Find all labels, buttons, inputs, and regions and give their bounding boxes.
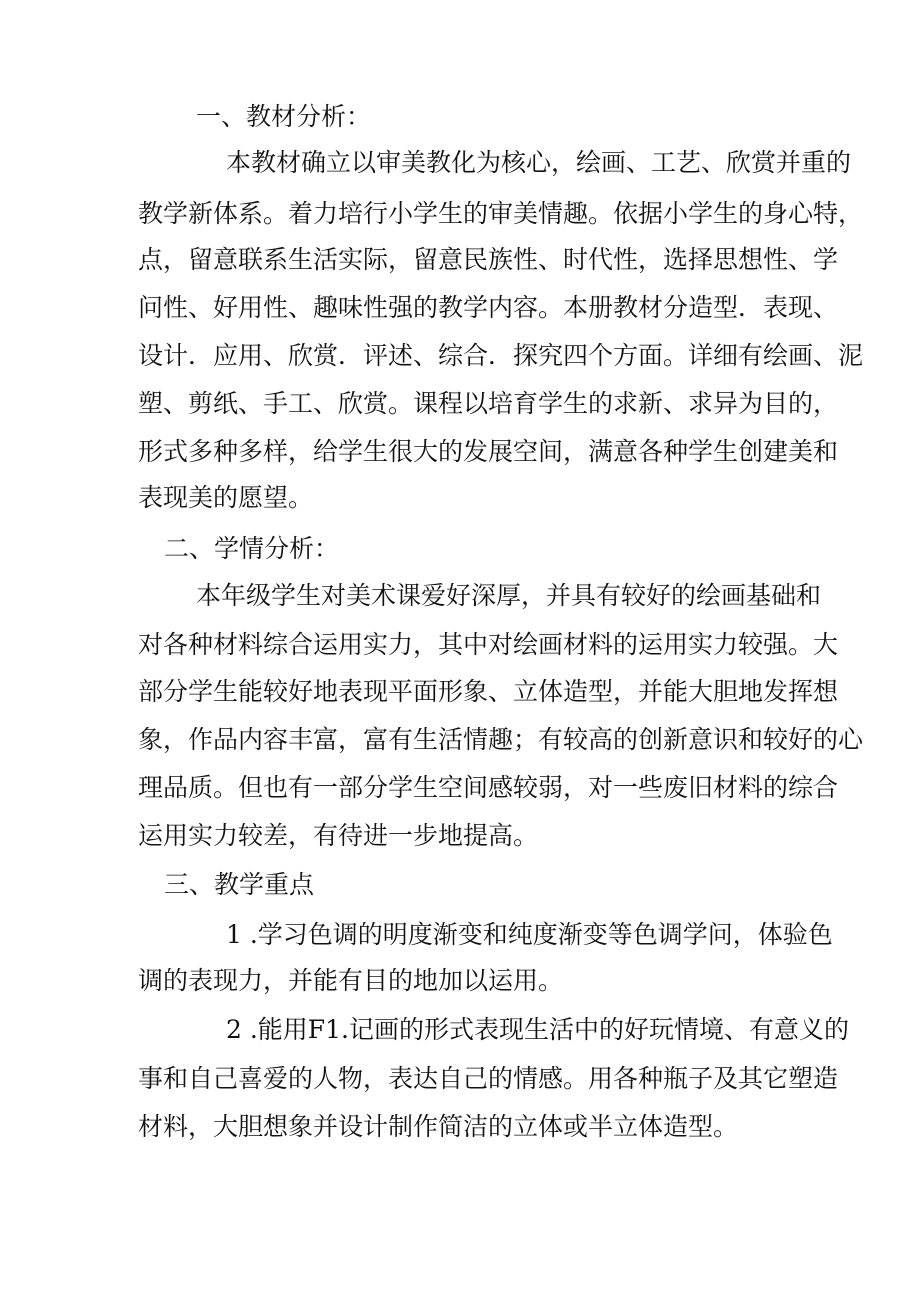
section-heading-learning-analysis: 二、学情分析： <box>164 534 340 563</box>
paragraph-line: 1 .学习色调的明度渐变和纯度渐变等色调学问，体验色 <box>226 920 833 949</box>
paragraph-line: 运用实力较差，有待进一步地提高。 <box>138 821 539 850</box>
paragraph-line: 设计．应用、欣赏．评述、综合．探究四个方面。详细有绘画、泥 <box>138 341 864 370</box>
paragraph-line: 调的表现力，并能有目的地加以运用。 <box>138 966 564 995</box>
paragraph-line: 表现美的愿望。 <box>138 483 314 512</box>
paragraph-line: 教学新体系。着力培行小学生的审美情趣。依据小学生的身心特， <box>138 199 864 228</box>
paragraph-line: 问性、好用性、趣味性强的教学内容。本册教材分造型．表现、 <box>138 293 839 322</box>
paragraph-line: 塑、剪纸、手工、欣赏。课程以培育学生的求新、求异为目的， <box>138 389 839 418</box>
paragraph-line: 象，作品内容丰富，富有生活情趣；有较高的创新意识和较好的心 <box>138 725 864 754</box>
paragraph-line: 本教材确立以审美教化为核心，绘画、工艺、欣赏并重的 <box>226 148 852 177</box>
paragraph-line: 部分学生能较好地表现平面形象、立体造型，并能大胆地发挥想 <box>138 677 839 706</box>
paragraph-line: 对各种材料综合运用实力，其中对绘画材料的运用实力较强。大 <box>138 630 839 659</box>
paragraph-line: 理品质。但也有一部分学生空间感较弱，对一些废旧材料的综合 <box>138 773 839 802</box>
section-heading-teaching-focus: 三、教学重点 <box>164 870 315 899</box>
paragraph-line: 2 .能用F1.记画的形式表现生活中的好玩情境、有意义的 <box>226 1015 850 1044</box>
paragraph-line: 本年级学生对美术课爱好深厚，并具有较好的绘画基础和 <box>196 581 822 610</box>
paragraph-line: 形式多种多样，给学生很大的发展空间，满意各种学生创建美和 <box>138 437 839 466</box>
section-heading-textbook-analysis: 一、教材分析： <box>196 102 372 131</box>
paragraph-line: 事和自己喜爱的人物，表达自己的情感。用各种瓶子及其它塑造 <box>138 1064 839 1093</box>
paragraph-line: 材料，大胆想象并设计制作简洁的立体或半立体造型。 <box>138 1112 739 1141</box>
paragraph-line: 点，留意联系生活实际，留意民族性、时代性，选择思想性、学 <box>138 245 839 274</box>
